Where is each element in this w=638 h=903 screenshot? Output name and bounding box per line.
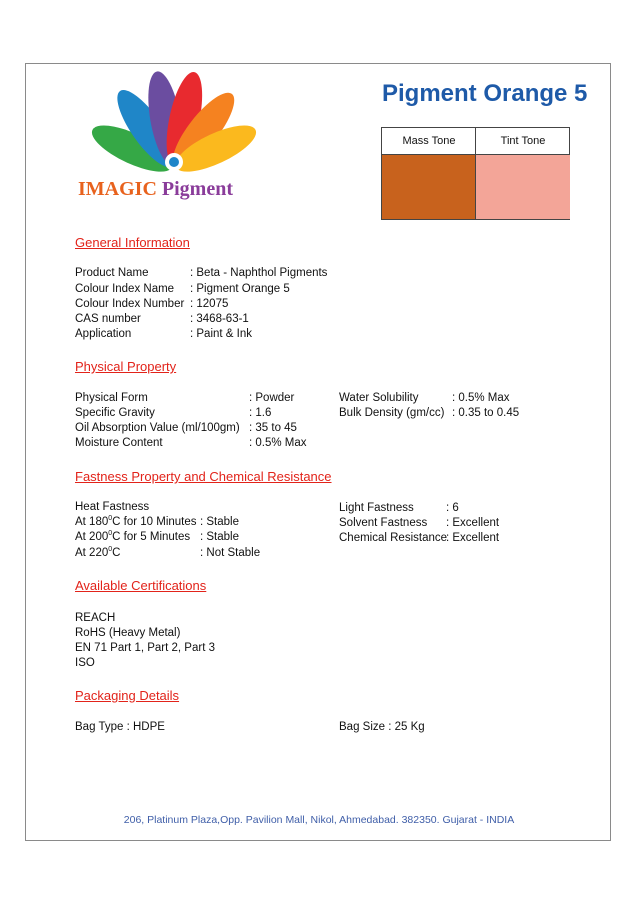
certification-item: REACH (75, 612, 116, 624)
general-label-2: Colour Index Number (75, 298, 185, 310)
general-value-0: : Beta - Naphthol Pigments (190, 267, 328, 279)
heat-row-2-value: : Not Stable (200, 547, 261, 559)
fastness-right-label-0: Light Fastness (339, 502, 414, 514)
physical-label-0: Physical Form (75, 392, 148, 404)
mass-tone-swatch (382, 155, 476, 219)
fastness-right-value-1: : Excellent (446, 517, 500, 529)
footer-address: 206, Platinum Plaza,Opp. Pavilion Mall, Nikol, Ahmedabad. 382350. Gujarat - INDIA (123, 814, 515, 826)
packaging-heading: Packaging Details (75, 688, 180, 703)
tint-tone-swatch (476, 155, 570, 219)
physical-right-label-1: Bulk Density (gm/cc) (339, 407, 445, 419)
physical-value-0: : Powder (249, 392, 295, 404)
general-value-2: : 12075 (190, 298, 229, 310)
mass-tone-header: Mass Tone (382, 128, 476, 155)
heat-row-1-value: : Stable (200, 531, 239, 543)
physical-value-2: : 35 to 45 (249, 422, 297, 434)
page-title: Pigment Orange 5 (382, 80, 588, 107)
certification-item: RoHS (Heavy Metal) (75, 627, 181, 639)
physical-right-value-1: : 0.35 to 0.45 (452, 407, 520, 419)
fastness-heading: Fastness Property and Chemical Resistance (75, 469, 332, 484)
heat-fastness-title: Heat Fastness (75, 501, 150, 513)
logo-brand-word: IMAGIC (78, 178, 157, 200)
table-divider (475, 128, 476, 219)
general-heading: General Information (75, 235, 190, 250)
bag-type: Bag Type : HDPE (75, 721, 165, 733)
general-label-1: Colour Index Name (75, 283, 175, 295)
general-label-4: Application (75, 328, 132, 340)
physical-value-3: : 0.5% Max (249, 437, 307, 449)
fastness-right-value-0: : 6 (446, 502, 459, 514)
physical-heading: Physical Property (75, 359, 177, 374)
certifications-heading: Available Certifications (75, 578, 207, 593)
bag-size: Bag Size : 25 Kg (339, 721, 425, 733)
physical-label-3: Moisture Content (75, 437, 163, 449)
logo-brand-tail: Pigment (161, 178, 233, 200)
tint-tone-header: Tint Tone (476, 128, 570, 155)
general-label-3: CAS number (75, 313, 141, 325)
general-value-1: : Pigment Orange 5 (190, 283, 290, 295)
physical-label-1: Specific Gravity (75, 407, 155, 419)
heat-row-0-condition: At $180^0C$ for 10 Minutes (75, 515, 197, 528)
fastness-right-label-2: Chemical Resistance (339, 532, 448, 544)
certification-item: ISO (75, 657, 95, 669)
general-label-0: Product Name (75, 267, 149, 279)
heat-row-2-condition: At $220^0C$ (75, 546, 121, 559)
tone-table (381, 127, 570, 220)
certification-item: EN 71 Part 1, Part 2, Part 3 (75, 642, 215, 654)
fastness-right-value-2: : Excellent (446, 532, 500, 544)
physical-right-value-0: : 0.5% Max (452, 392, 510, 404)
physical-value-1: : 1.6 (249, 407, 272, 419)
general-value-3: : 3468-63-1 (190, 313, 249, 325)
fastness-right-label-1: Solvent Fastness (339, 517, 428, 529)
heat-row-0-value: : Stable (200, 516, 239, 528)
heat-row-1-condition: At $200^0C$ for 5 Minutes (75, 530, 191, 543)
physical-label-2: Oil Absorption Value (ml/100gm) (75, 422, 240, 434)
physical-right-label-0: Water Solubility (339, 392, 419, 404)
logo-wordmark (78, 178, 233, 201)
peacock-logo-icon (74, 68, 274, 178)
general-value-4: : Paint & Ink (190, 328, 253, 340)
